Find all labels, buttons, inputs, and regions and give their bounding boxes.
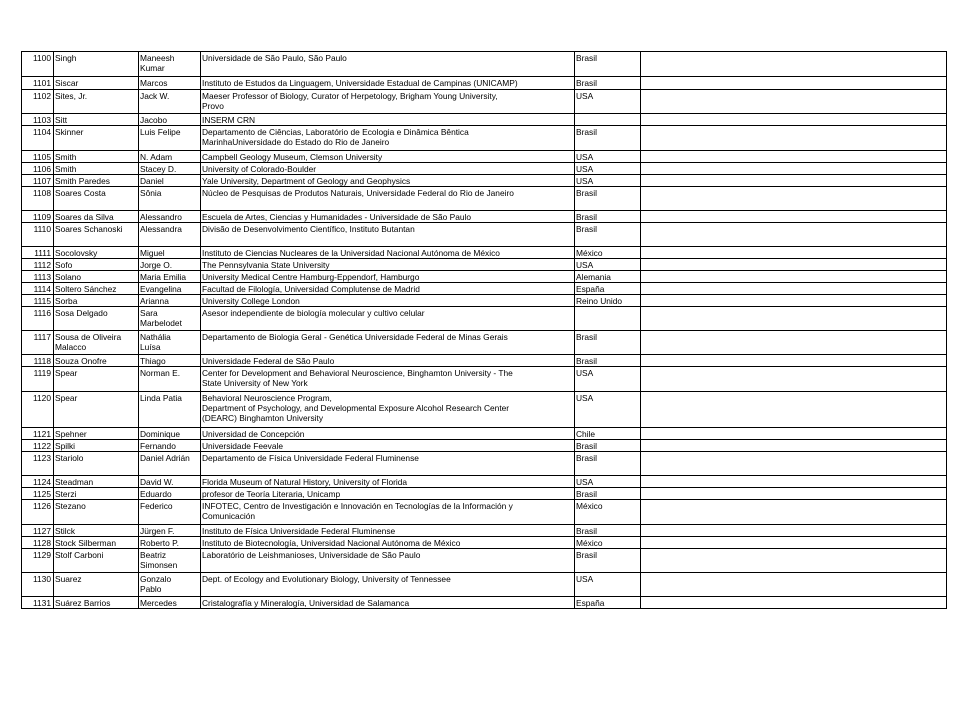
empty-cell [641,295,947,307]
institution-cell: Universidade de São Paulo, São Paulo [201,52,575,77]
row-number: 1116 [22,307,54,331]
row-number: 1117 [22,331,54,355]
table-row [22,307,947,331]
empty-cell [641,500,947,525]
given-name-cell: Federico [139,500,201,525]
given-name-cell: Luis Felipe [139,126,201,151]
row-number: 1131 [22,597,54,609]
given-name-cell: Daniel [139,175,201,187]
empty-cell [641,271,947,283]
empty-cell [641,428,947,440]
institution-cell: Núcleo de Pesquisas de Produtos Naturais, Universidade Federal do Rio de Janeiro [201,187,575,211]
institution-cell: INFOTEC, Centro de Investigación e Innovación en Tecnologías de la Información y Comunicación [201,500,575,525]
surname-cell: Smith [54,163,139,175]
institution-cell: Departamento de Ciências, Laboratório de Ecologia e Dinâmica Bêntica MarinhaUniversidade do Estado do Rio de Janeiro [201,126,575,151]
given-name-cell: Stacey D. [139,163,201,175]
row-number: 1125 [22,488,54,500]
row-number: 1123 [22,452,54,476]
empty-cell [641,488,947,500]
institution-cell: Instituto de Física Universidade Federal Fluminense [201,525,575,537]
empty-cell [641,549,947,573]
institution-cell: Florida Museum of Natural History, University of Florida [201,476,575,488]
row-number: 1109 [22,211,54,223]
row-number: 1111 [22,247,54,259]
institution-cell: INSERM CRN [201,114,575,126]
given-name-cell: Mercedes [139,597,201,609]
given-name-cell: Fernando [139,440,201,452]
surname-cell: Soltero Sánchez [54,283,139,295]
table-row [22,488,947,500]
row-number: 1127 [22,525,54,537]
row-number: 1101 [22,77,54,90]
country-cell: Reino Unido [575,295,641,307]
empty-cell [641,114,947,126]
surname-cell: Sterzi [54,488,139,500]
row-number: 1122 [22,440,54,452]
surname-cell: Socolovsky [54,247,139,259]
row-number: 1100 [22,52,54,77]
table-row [22,573,947,597]
given-name-cell: Thiago [139,355,201,367]
surname-cell: Suárez Barrios [54,597,139,609]
institution-cell: Universidade Feevale [201,440,575,452]
empty-cell [641,247,947,259]
institution-cell: Cristalografía y Mineralogía, Universidad de Salamanca [201,597,575,609]
country-cell: México [575,537,641,549]
row-number: 1120 [22,392,54,428]
surname-cell: Sorba [54,295,139,307]
empty-cell [641,223,947,247]
table-row [22,476,947,488]
table-row [22,187,947,211]
country-cell: USA [575,573,641,597]
country-cell: México [575,500,641,525]
empty-cell [641,525,947,537]
table-row [22,331,947,355]
table-row [22,525,947,537]
institution-cell: profesor de Teoría Literaria, Unicamp [201,488,575,500]
empty-cell [641,355,947,367]
country-cell: Brasil [575,440,641,452]
empty-cell [641,307,947,331]
table-row [22,90,947,114]
empty-cell [641,52,947,77]
given-name-cell: Roberto P. [139,537,201,549]
table-row [22,549,947,573]
row-number: 1107 [22,175,54,187]
country-cell [575,307,641,331]
given-name-cell: Daniel Adrián [139,452,201,476]
row-number: 1119 [22,367,54,392]
country-cell: México [575,247,641,259]
country-cell: Brasil [575,77,641,90]
given-name-cell: Jürgen F. [139,525,201,537]
institution-cell: University Medical Centre Hamburg-Eppendorf, Hamburgo [201,271,575,283]
institution-cell: Departamento de Biologia Geral - Genética Universidade Federal de Minas Gerais [201,331,575,355]
table-row [22,367,947,392]
empty-cell [641,90,947,114]
given-name-cell: Marcos [139,77,201,90]
surname-cell: Spear [54,367,139,392]
country-cell: USA [575,476,641,488]
institution-cell: University College London [201,295,575,307]
surname-cell: Soares da Silva [54,211,139,223]
row-number: 1128 [22,537,54,549]
country-cell: USA [575,90,641,114]
country-cell: Brasil [575,549,641,573]
country-cell: USA [575,163,641,175]
given-name-cell: Miguel [139,247,201,259]
table-row [22,597,947,609]
surname-cell: Smith Paredes [54,175,139,187]
surname-cell: Steadman [54,476,139,488]
institution-cell: Yale University, Department of Geology and Geophysics [201,175,575,187]
table-row [22,452,947,476]
country-cell: Brasil [575,126,641,151]
row-number: 1112 [22,259,54,271]
row-number: 1104 [22,126,54,151]
given-name-cell: Alessandro [139,211,201,223]
given-name-cell: Maria Emilia [139,271,201,283]
table-row [22,295,947,307]
institution-cell: Instituto de Ciencias Nucleares de la Universidad Nacional Autónoma de México [201,247,575,259]
table-row [22,126,947,151]
surname-cell: Stariolo [54,452,139,476]
table-row [22,537,947,549]
empty-cell [641,440,947,452]
institution-cell: Dept. of Ecology and Evolutionary Biology, University of Tennessee [201,573,575,597]
surname-cell: Stolf Carboni [54,549,139,573]
given-name-cell: Linda Patia [139,392,201,428]
row-number: 1114 [22,283,54,295]
given-name-cell: Evangelina [139,283,201,295]
institution-cell: Escuela de Artes, Ciencias y Humanidades - Universidade de São Paulo [201,211,575,223]
empty-cell [641,537,947,549]
row-number: 1103 [22,114,54,126]
table-row [22,271,947,283]
table-row [22,151,947,163]
country-cell: USA [575,367,641,392]
surname-cell: Sofo [54,259,139,271]
given-name-cell: Maneesh Kumar [139,52,201,77]
empty-cell [641,331,947,355]
country-cell: Brasil [575,52,641,77]
institution-cell: Universidad de Concepción [201,428,575,440]
surname-cell: Sitt [54,114,139,126]
row-number: 1108 [22,187,54,211]
row-number: 1121 [22,428,54,440]
empty-cell [641,175,947,187]
institution-cell: Laboratório de Leishmanioses, Universidade de São Paulo [201,549,575,573]
participants-table [21,51,947,609]
country-cell: USA [575,151,641,163]
given-name-cell: Alessandra [139,223,201,247]
institution-cell: Campbell Geology Museum, Clemson University [201,151,575,163]
table-row [22,211,947,223]
institution-cell: Universidade Federal de São Paulo [201,355,575,367]
surname-cell: Sosa Delgado [54,307,139,331]
row-number: 1118 [22,355,54,367]
empty-cell [641,163,947,175]
given-name-cell: Dominique [139,428,201,440]
country-cell: Chile [575,428,641,440]
given-name-cell: Sônia [139,187,201,211]
country-cell: Brasil [575,211,641,223]
row-number: 1115 [22,295,54,307]
surname-cell: Siscar [54,77,139,90]
row-number: 1102 [22,90,54,114]
institution-cell: Asesor independiente de biología molecular y cultivo celular [201,307,575,331]
row-number: 1106 [22,163,54,175]
surname-cell: Soares Schanoski [54,223,139,247]
row-number: 1129 [22,549,54,573]
empty-cell [641,476,947,488]
row-number: 1113 [22,271,54,283]
surname-cell: Smith [54,151,139,163]
given-name-cell: Eduardo [139,488,201,500]
country-cell: Brasil [575,488,641,500]
table-row [22,355,947,367]
country-cell: USA [575,259,641,271]
surname-cell: Sousa de Oliveira Malacco [54,331,139,355]
country-cell: España [575,283,641,295]
country-cell: Brasil [575,331,641,355]
institution-cell: Maeser Professor of Biology, Curator of Herpetology, Brigham Young University, Provo [201,90,575,114]
empty-cell [641,259,947,271]
empty-cell [641,77,947,90]
institution-cell: University of Colorado-Boulder [201,163,575,175]
institution-cell: Behavioral Neuroscience Program, Department of Psychology, and Developmental Exposure Alcohol Research Center (DEARC) Binghamton University [201,392,575,428]
row-number: 1130 [22,573,54,597]
given-name-cell: Sara Marbelodet [139,307,201,331]
table-row [22,77,947,90]
empty-cell [641,151,947,163]
table-row [22,440,947,452]
country-cell: Brasil [575,525,641,537]
table-body [22,52,947,609]
given-name-cell: David W. [139,476,201,488]
given-name-cell: Beatriz Simonsen [139,549,201,573]
surname-cell: Solano [54,271,139,283]
given-name-cell: Jack W. [139,90,201,114]
country-cell: Brasil [575,452,641,476]
given-name-cell: Arianna [139,295,201,307]
surname-cell: Stilck [54,525,139,537]
institution-cell: Departamento de Física Universidade Federal Fluminense [201,452,575,476]
surname-cell: Skinner [54,126,139,151]
row-number: 1110 [22,223,54,247]
given-name-cell: Nathália Luísa [139,331,201,355]
row-number: 1124 [22,476,54,488]
institution-cell: Instituto de Estudos da Linguagem, Universidade Estadual de Campinas (UNICAMP) [201,77,575,90]
table-row [22,175,947,187]
country-cell: Alemania [575,271,641,283]
table-row [22,392,947,428]
table-row [22,163,947,175]
table-row [22,283,947,295]
surname-cell: Spehner [54,428,139,440]
empty-cell [641,597,947,609]
country-cell: Brasil [575,187,641,211]
given-name-cell: N. Adam [139,151,201,163]
empty-cell [641,452,947,476]
country-cell: Brasil [575,223,641,247]
given-name-cell: Jacobo [139,114,201,126]
table-row [22,500,947,525]
country-cell: USA [575,392,641,428]
table-row [22,223,947,247]
empty-cell [641,392,947,428]
empty-cell [641,283,947,295]
surname-cell: Spilki [54,440,139,452]
institution-cell: The Pennsylvania State University [201,259,575,271]
given-name-cell: Norman E. [139,367,201,392]
table-row [22,259,947,271]
institution-cell: Instituto de Biotecnología, Universidad Nacional Autónoma de México [201,537,575,549]
surname-cell: Singh [54,52,139,77]
table-row [22,428,947,440]
empty-cell [641,367,947,392]
surname-cell: Stock Silberman [54,537,139,549]
country-cell: España [575,597,641,609]
institution-cell: Facultad de Filología, Universidad Complutense de Madrid [201,283,575,295]
surname-cell: Soares Costa [54,187,139,211]
given-name-cell: Jorge O. [139,259,201,271]
country-cell: Brasil [575,355,641,367]
surname-cell: Suarez [54,573,139,597]
given-name-cell: Gonzalo Pablo [139,573,201,597]
surname-cell: Souza Onofre [54,355,139,367]
table-row [22,114,947,126]
surname-cell: Spear [54,392,139,428]
empty-cell [641,211,947,223]
row-number: 1105 [22,151,54,163]
empty-cell [641,187,947,211]
empty-cell [641,573,947,597]
country-cell: USA [575,175,641,187]
empty-cell [641,126,947,151]
table-row [22,52,947,77]
surname-cell: Stezano [54,500,139,525]
institution-cell: Center for Development and Behavioral Neuroscience, Binghamton University - The State University of New York [201,367,575,392]
row-number: 1126 [22,500,54,525]
table-row [22,247,947,259]
surname-cell: Sites, Jr. [54,90,139,114]
institution-cell: Divisão de Desenvolvimento Científico, Instituto Butantan [201,223,575,247]
country-cell [575,114,641,126]
